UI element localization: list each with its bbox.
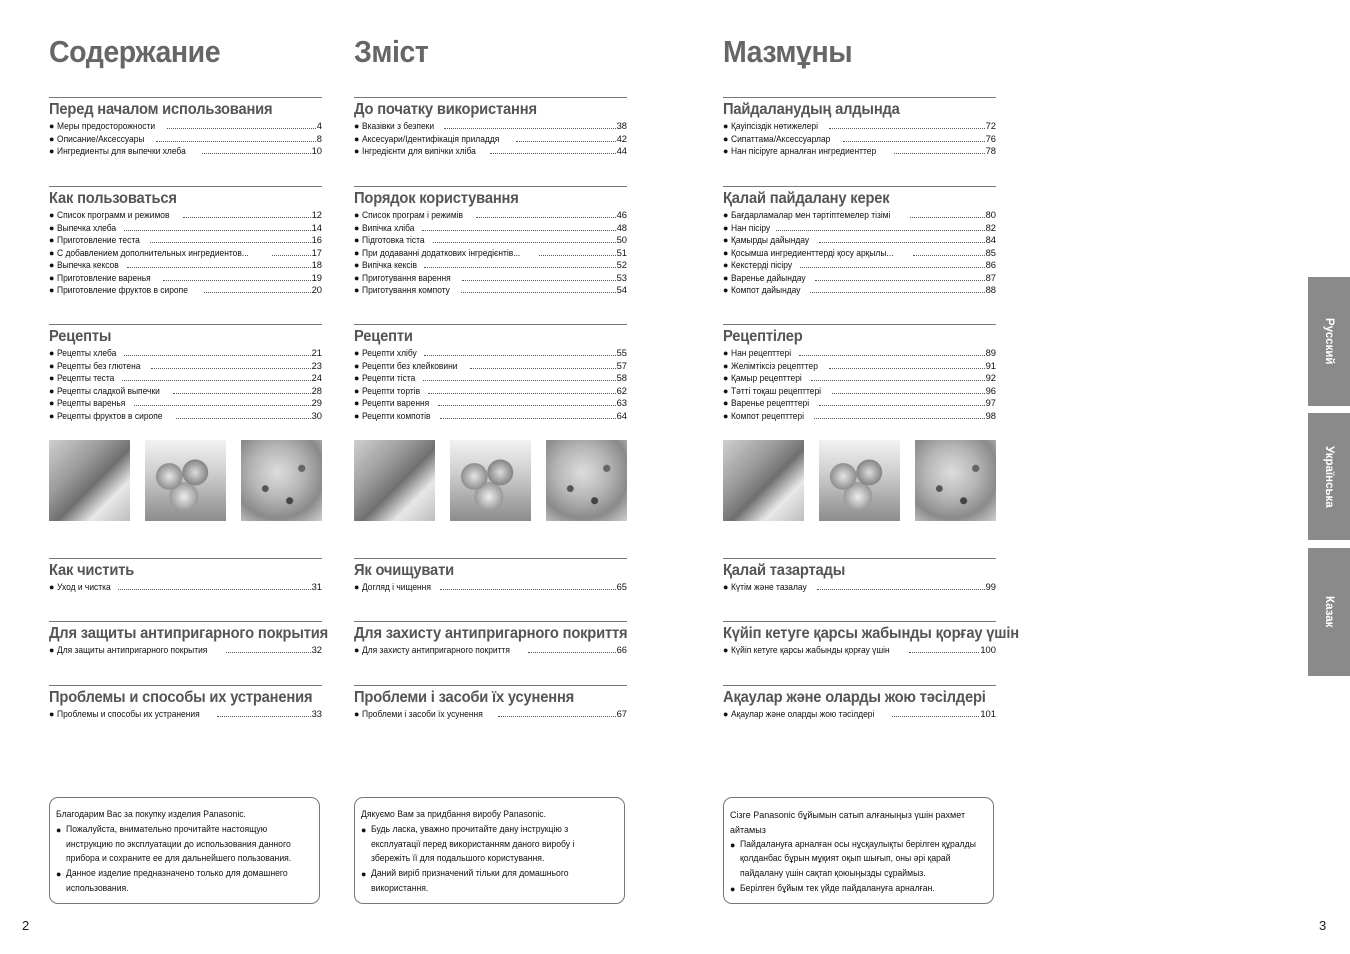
section-title: Как чистить <box>49 562 135 579</box>
pizza-photo <box>546 440 627 521</box>
toc-entry[interactable]: ● Варенье дайындау 87 <box>723 271 996 283</box>
tab-ukrainian[interactable]: Українська <box>1308 413 1350 540</box>
toc-entry[interactable]: ● Рецепты фруктов в сиропе 30 <box>49 409 322 421</box>
section-nonstick <box>723 621 1019 657</box>
page-number-right: 3 <box>1319 918 1327 933</box>
toc-entry[interactable]: ● Випічка хліба 48 <box>354 221 627 233</box>
section-title: Як очищувати <box>354 562 454 579</box>
section-title: Проблеми і засоби їх усунення <box>354 689 575 706</box>
section-title: Рецепти <box>354 328 413 345</box>
section-title: До початку використання <box>354 101 537 118</box>
section-cleaning <box>49 558 322 594</box>
toc-entry[interactable]: ● Күйіп кетуге қарсы жабынды қорғау үшін 100 <box>723 644 996 655</box>
toc-entry[interactable]: ● Нан пісіру 82 <box>723 221 996 233</box>
toc-entry[interactable]: ● Кекстерді пісіру 86 <box>723 259 996 270</box>
toc-entry[interactable]: ● Інгредієнти для випічки хліба 44 <box>354 145 627 156</box>
toc-entry[interactable]: ● Уход и чистка 31 <box>49 581 322 592</box>
section-how-to-use <box>49 186 322 297</box>
photo-strip <box>723 440 996 521</box>
section-title: Проблемы и способы их устранения <box>49 689 313 706</box>
pizza-photo <box>915 440 996 521</box>
toc-entry[interactable]: ● Ингредиенты для выпечки хлеба 10 <box>49 145 322 156</box>
section-troubleshooting <box>723 685 996 721</box>
toc-entry[interactable]: ● Догляд і чищення 65 <box>354 581 627 592</box>
toc-entry[interactable]: ● Рецепти тіста 58 <box>354 372 627 383</box>
toc-entry[interactable]: ● Рецепты варенья 29 <box>49 397 322 408</box>
toc-entry[interactable]: ● Компот рецепттері 98 <box>723 409 996 421</box>
section-how-to-use <box>723 186 996 297</box>
section-title: Для захисту антипригарного покриття <box>354 625 628 642</box>
toc-entry[interactable]: ● Підготовка тіста 50 <box>354 234 627 245</box>
section-title: Рецепты <box>49 328 112 345</box>
toc-entry[interactable]: ● Рецепти тортів 62 <box>354 384 627 396</box>
section-title: Қалай тазартады <box>723 562 846 579</box>
section-title: Күйіп кетуге қарсы жабынды қорғау үшін <box>723 625 1019 642</box>
toc-entry[interactable]: ● Аксесуари/Ідентифікація приладдя 42 <box>354 132 627 144</box>
section-title: Для защиты антипригарного покрытия <box>49 625 329 642</box>
section-before-use <box>49 97 322 158</box>
toc-entry[interactable]: ● Меры предосторожности 4 <box>49 120 322 131</box>
toc-entry[interactable]: ● Для защиты антипригарного покрытия 32 <box>49 644 322 655</box>
toc-entry[interactable]: ● Рецепты без глютена 23 <box>49 359 322 371</box>
toc-entry[interactable]: ● Проблеми і засоби їх усунення 67 <box>354 708 627 719</box>
section-title: Ақаулар және оларды жою тәсілдері <box>723 689 986 706</box>
toc-entry[interactable]: ● С добавлением дополнительных ингредиентов... 17 <box>49 246 322 258</box>
thank-you-note: Сізге Panasonic бұйымын сатып алғаныңыз үшін рахмет айтамыз ● Пайдалануға арналған осы нұсқаулықты берілген құралды қолданбас бұрын мұқият оқып шығып, оны әрі қарай пайдалану үшін сақтап қоюыңызды сұраймыз. ● Берілген бұйым тек үйде пайдалануға арналған. <box>723 797 994 904</box>
note-bullet: ● Будь ласка, уважно прочитайте дану інструкцію з експлуатації перед використанням даного виробу і збережіть її для подальшого користування. <box>361 823 575 865</box>
toc-entry[interactable]: ● Рецепти компотів 64 <box>354 409 627 421</box>
toc-entry[interactable]: ● Рецепти без клейковини 57 <box>354 359 627 371</box>
toc-entry[interactable]: ● Приготування варення 53 <box>354 271 627 283</box>
note-bullet: ● Даний виріб призначений тільки для домашнього використання. <box>361 868 569 894</box>
toc-entry[interactable]: ● Вказівки з безпеки 38 <box>354 120 627 131</box>
section-before-use <box>723 97 996 158</box>
toc-entry[interactable]: ● Рецепты хлеба 21 <box>49 347 322 358</box>
bread-photo <box>49 440 130 521</box>
section-title: Қалай пайдалану керек <box>723 190 890 207</box>
section-nonstick <box>49 621 329 657</box>
photo-strip <box>49 440 322 521</box>
bread-photo <box>723 440 804 521</box>
toc-entry[interactable]: ● Рецепти хлібу 55 <box>354 347 627 358</box>
section-troubleshooting <box>354 685 627 721</box>
toc-entry[interactable]: ● Сипаттама/Аксессуарлар 76 <box>723 132 996 144</box>
section-troubleshooting <box>49 685 322 721</box>
section-cleaning <box>723 558 996 594</box>
toc-entry[interactable]: ● Тәтті тоқаш рецепттері 96 <box>723 384 996 396</box>
toc-entry[interactable]: ● Қамыр рецепттері 92 <box>723 372 996 383</box>
thank-you-note: Благодарим Вас за покупку изделия Panasonic. ● Пожалуйста, внимательно прочитайте настоящую инструкцию по эксплуатации до использования данного прибора и сохраните ее для дальнейшего пользования. ● Данное изделие предназначено только для домашнего использования. <box>49 797 320 904</box>
section-cleaning <box>354 558 627 594</box>
toc-entry[interactable]: ● Приготовление фруктов в сиропе 20 <box>49 284 322 295</box>
bread-photo <box>354 440 435 521</box>
toc-entry[interactable]: ● Список програм і режимів 46 <box>354 209 627 220</box>
page-title: Зміст <box>354 34 429 69</box>
toc-entry[interactable]: ● Описание/Аксессуары 8 <box>49 132 322 144</box>
toc-entry[interactable]: ● Варенье рецепттері 97 <box>723 397 996 408</box>
page-title: Мазмұны <box>723 34 853 69</box>
toc-entry[interactable]: ● Нан пісіруге арналған ингредиенттер 78 <box>723 145 996 156</box>
toc-entry[interactable]: ● Нан рецепттері 89 <box>723 347 996 358</box>
section-title: Перед началом использования <box>49 101 273 118</box>
note-bullet: ● Данное изделие предназначено только для домашнего использования. <box>56 868 288 894</box>
toc-entry[interactable]: ● Рецепты теста 24 <box>49 372 322 383</box>
section-title: Рецептілер <box>723 328 803 345</box>
section-recipes <box>723 324 996 422</box>
toc-entry[interactable]: ● Қосымша ингредиенттерді қосу арқылы... 85 <box>723 246 996 258</box>
note-bullet: ● Пожалуйста, внимательно прочитайте настоящую инструкцию по эксплуатации до использования данного прибора и сохраните ее для дальнейшего пользования. <box>56 823 292 865</box>
section-recipes <box>354 324 627 422</box>
tab-russian[interactable]: Русский <box>1308 277 1350 406</box>
toc-entry[interactable]: ● Рецепты сладкой выпечки 28 <box>49 384 322 396</box>
rolls-photo <box>819 440 900 521</box>
section-before-use <box>354 97 627 158</box>
toc-entry[interactable]: ● Проблемы и способы их устранения 33 <box>49 708 322 719</box>
pizza-photo <box>241 440 322 521</box>
toc-entry[interactable]: ● Желімтіксіз рецепттер 91 <box>723 359 996 371</box>
toc-entry[interactable]: ● Список программ и режимов 12 <box>49 209 322 220</box>
toc-entry[interactable]: ● Выпечка хлеба 14 <box>49 221 322 233</box>
toc-entry[interactable]: ● Выпечка кексов 18 <box>49 259 322 270</box>
toc-entry[interactable]: ● Приготовление теста 16 <box>49 234 322 245</box>
page-number-left: 2 <box>22 918 30 933</box>
rolls-photo <box>450 440 531 521</box>
section-recipes <box>49 324 322 422</box>
tab-kazakh[interactable]: Казак <box>1308 548 1350 676</box>
toc-entry[interactable]: ● Компот дайындау 88 <box>723 284 996 295</box>
toc-entry[interactable]: ● Бағдарламалар мен тәртіптемелер тізімі 80 <box>723 209 996 220</box>
section-title: Порядок користування <box>354 190 519 207</box>
toc-entry[interactable]: ● Қауіпсіздік нөтижелері 72 <box>723 120 996 131</box>
note-bullet: ● Пайдалануға арналған осы нұсқаулықты берілген құралды қолданбас бұрын мұқият оқып шығып, оны әрі қарай пайдалану үшін сақтап қоюыңызды сұраймыз. <box>730 838 976 880</box>
toc-entry[interactable]: ● Қамырды дайындау 84 <box>723 234 996 245</box>
toc-entry[interactable]: ● Ақаулар және оларды жою тәсілдері 101 <box>723 708 996 719</box>
note-bullet: ● Берілген бұйым тек үйде пайдалануға арналған. <box>730 882 935 894</box>
toc-entry[interactable]: ● Для захисту антипригарного покриття 66 <box>354 644 627 655</box>
section-nonstick <box>354 621 627 657</box>
section-title: Пайдаланудың алдында <box>723 101 900 118</box>
section-how-to-use <box>354 186 627 297</box>
section-title: Как пользоваться <box>49 190 177 207</box>
toc-entry[interactable]: ● Випічка кексів 52 <box>354 259 627 270</box>
toc-entry[interactable]: ● При додаванні додаткових інгредієнтів... 51 <box>354 246 627 258</box>
toc-entry[interactable]: ● Приготовление варенья 19 <box>49 271 322 283</box>
thank-you-note: Дякуємо Вам за придбання виробу Panasonic. ● Будь ласка, уважно прочитайте дану інструкцію з експлуатації перед використанням даного виробу і збережіть її для подальшого користування. ● Даний виріб призначений тільки для домашнього використання. <box>354 797 625 904</box>
rolls-photo <box>145 440 226 521</box>
toc-entry[interactable]: ● Күтім және тазалау 99 <box>723 581 996 592</box>
photo-strip <box>354 440 627 521</box>
toc-entry[interactable]: ● Приготування компоту 54 <box>354 284 627 295</box>
page-title: Содержание <box>49 34 221 69</box>
toc-entry[interactable]: ● Рецепти варення 63 <box>354 397 627 408</box>
